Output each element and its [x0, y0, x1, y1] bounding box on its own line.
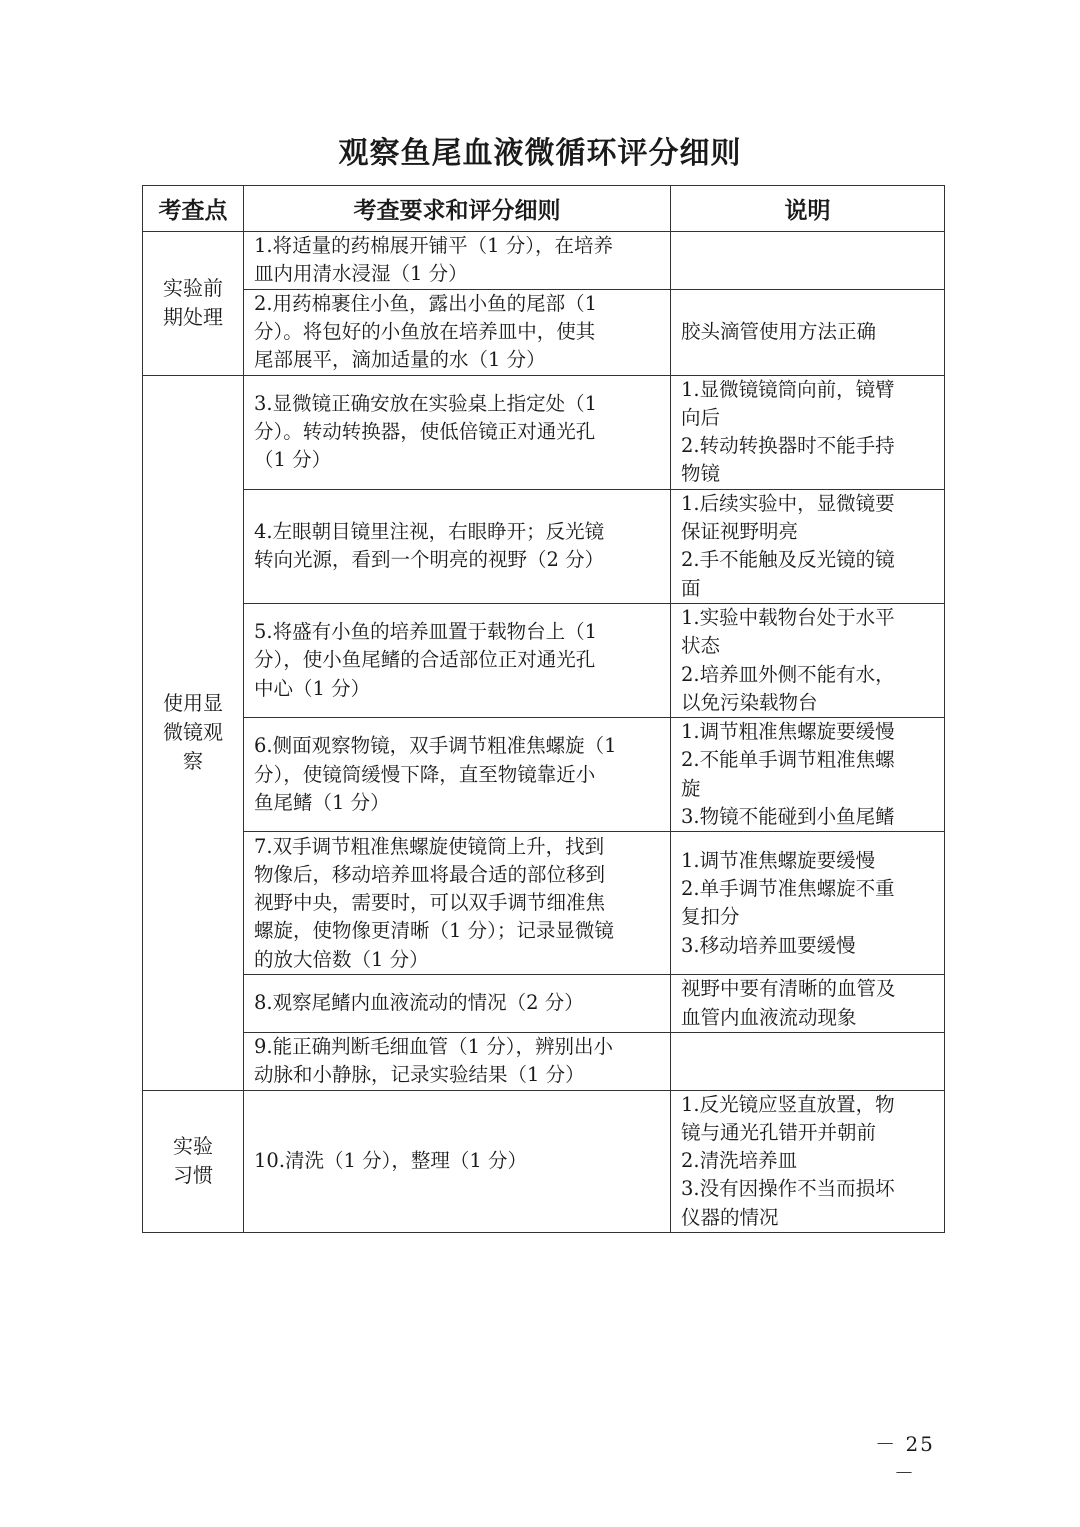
cell-line: 察 [183, 749, 203, 774]
header-category: 考查点 [143, 186, 244, 232]
cell-line: （1 分） [254, 448, 332, 472]
cell-line: 分）。将包好的小鱼放在培养皿中，使其 [254, 319, 596, 343]
note-cell [671, 489, 945, 603]
note-cell [671, 232, 945, 290]
requirement-cell [244, 289, 671, 375]
cell-line: 10.清洗（1 分），整理（1 分） [254, 1149, 527, 1173]
cell-line: 8.观察尾鳍内血液流动的情况（2 分） [254, 991, 584, 1015]
cell-line: 2.手不能触及反光镜的镜 [681, 548, 895, 572]
note-cell [671, 718, 945, 832]
table-body [143, 232, 945, 1233]
cell-line: 旋 [681, 776, 701, 800]
cell-line: 镜与通光孔错开并朝前 [681, 1120, 877, 1144]
table-row [143, 1090, 945, 1232]
cell-line: 1.将适量的药棉展开铺平（1 分），在培养 [254, 234, 613, 257]
cell-line: 2.清洗培养皿 [681, 1149, 798, 1173]
cell-line: 2.转动转换器时不能手持 [681, 434, 895, 458]
cell-line: 仪器的情况 [681, 1205, 779, 1229]
cell-line: 物像后，移动培养皿将最合适的部位移到 [254, 862, 606, 886]
note-cell [671, 975, 945, 1033]
cell-line: 鱼尾鳍（1 分） [254, 790, 390, 814]
cell-line: 1.反光镜应竖直放置，物 [681, 1092, 895, 1116]
cell-line: 1.调节粗准焦螺旋要缓慢 [681, 720, 895, 744]
cell-line: 视野中要有清晰的血管及 [681, 977, 896, 1001]
cell-line: 3.显微镜正确安放在实验桌上指定处（1 [254, 391, 598, 415]
header-note: 说明 [671, 186, 945, 232]
note-cell [671, 1032, 945, 1090]
note-cell [671, 289, 945, 375]
table-row [143, 718, 945, 832]
requirement-cell [244, 232, 671, 290]
cell-line: 3.移动培养皿要缓慢 [681, 933, 856, 957]
cell-line: 分）。转动转换器，使低倍镜正对通光孔 [254, 420, 596, 444]
cell-line: 皿内用清水浸湿（1 分） [254, 262, 468, 286]
requirement-cell [244, 718, 671, 832]
cell-line: 1.显微镜镜筒向前，镜臂 [681, 377, 895, 401]
requirement-cell [244, 1090, 671, 1232]
cell-line: 4.左眼朝目镜里注视，右眼睁开；反光镜 [254, 520, 605, 544]
cell-line: 视野中央，需要时，可以双手调节细准焦 [254, 891, 606, 915]
cell-line: 分），使小鱼尾鳍的合适部位正对通光孔 [254, 648, 596, 672]
cell-line: 习惯 [173, 1163, 213, 1188]
cell-line: 5.将盛有小鱼的培养皿置于载物台上（1 [254, 620, 598, 644]
document-title: 观察鱼尾血液微循环评分细则 [338, 136, 742, 171]
cell-line: 微镜观 [163, 720, 223, 745]
page-number: － 25 － [875, 1432, 935, 1485]
cell-line: 血管内血液流动现象 [681, 1005, 857, 1029]
cell-line: 使用显 [163, 691, 223, 716]
cell-line: 期处理 [163, 305, 223, 330]
note-cell [671, 603, 945, 717]
cell-line: 物镜 [681, 462, 721, 486]
cell-line: 以免污染载物台 [681, 690, 818, 714]
cell-line: 1.实验中载物台处于水平 [681, 605, 895, 629]
cell-line: 分），使镜筒缓慢下降，直至物镜靠近小 [254, 762, 596, 786]
table-header-row [143, 186, 945, 232]
table-row [143, 975, 945, 1033]
category-cell [143, 232, 244, 376]
category-cell [143, 375, 244, 1090]
requirement-cell [244, 832, 671, 975]
cell-line: 保证视野明亮 [681, 520, 799, 544]
table-row [143, 489, 945, 603]
table-row [143, 232, 945, 290]
scoring-table [142, 185, 945, 1233]
cell-line: 中心（1 分） [254, 676, 371, 700]
requirement-cell [244, 603, 671, 717]
cell-line: 转向光源，看到一个明亮的视野（2 分） [254, 548, 605, 572]
cell-line: 的放大倍数（1 分） [254, 947, 429, 971]
cell-line: 复扣分 [681, 905, 740, 929]
cell-line: 2.用药棉裹住小鱼，露出小鱼的尾部（1 [254, 291, 598, 315]
cell-line: 动脉和小静脉，记录实验结果（1 分） [254, 1063, 585, 1087]
cell-line: 胶头滴管使用方法正确 [681, 319, 877, 343]
note-cell [671, 375, 945, 489]
cell-line: 实验 [173, 1134, 213, 1159]
table-row [143, 1032, 945, 1090]
note-cell [671, 832, 945, 975]
cell-line: 面 [681, 576, 701, 600]
cell-line: 状态 [681, 634, 721, 658]
cell-line: 9.能正确判断毛细血管（1 分），辨别出小 [254, 1034, 613, 1058]
cell-line: 1.调节准焦螺旋要缓慢 [681, 848, 876, 872]
cell-line: 6.侧面观察物镜，双手调节粗准焦螺旋（1 [254, 734, 617, 758]
table-row [143, 603, 945, 717]
requirement-cell [244, 375, 671, 489]
category-cell [143, 1090, 244, 1232]
cell-line: 2.不能单手调节粗准焦螺 [681, 748, 895, 772]
cell-line: 螺旋，使物像更清晰（1 分）；记录显微镜 [254, 919, 614, 943]
requirement-cell [244, 1032, 671, 1090]
header-requirement: 考查要求和评分细则 [244, 186, 671, 232]
note-cell [671, 1090, 945, 1232]
cell-line: 3.物镜不能碰到小鱼尾鳍 [681, 805, 895, 829]
cell-line: 1.后续实验中，显微镜要 [681, 491, 895, 515]
table-row [143, 832, 945, 975]
cell-line: 向后 [681, 405, 721, 429]
cell-line: 7.双手调节粗准焦螺旋使镜筒上升，找到 [254, 834, 605, 858]
cell-line: 2.单手调节准焦螺旋不重 [681, 877, 895, 901]
requirement-cell [244, 489, 671, 603]
table-row [143, 289, 945, 375]
cell-line: 3.没有因操作不当而损坏 [681, 1177, 895, 1201]
requirement-cell [244, 975, 671, 1033]
table-row [143, 375, 945, 489]
cell-line: 尾部展平，滴加适量的水（1 分） [254, 348, 546, 372]
cell-line: 实验前 [163, 276, 223, 301]
cell-line: 2.培养皿外侧不能有水， [681, 662, 895, 686]
